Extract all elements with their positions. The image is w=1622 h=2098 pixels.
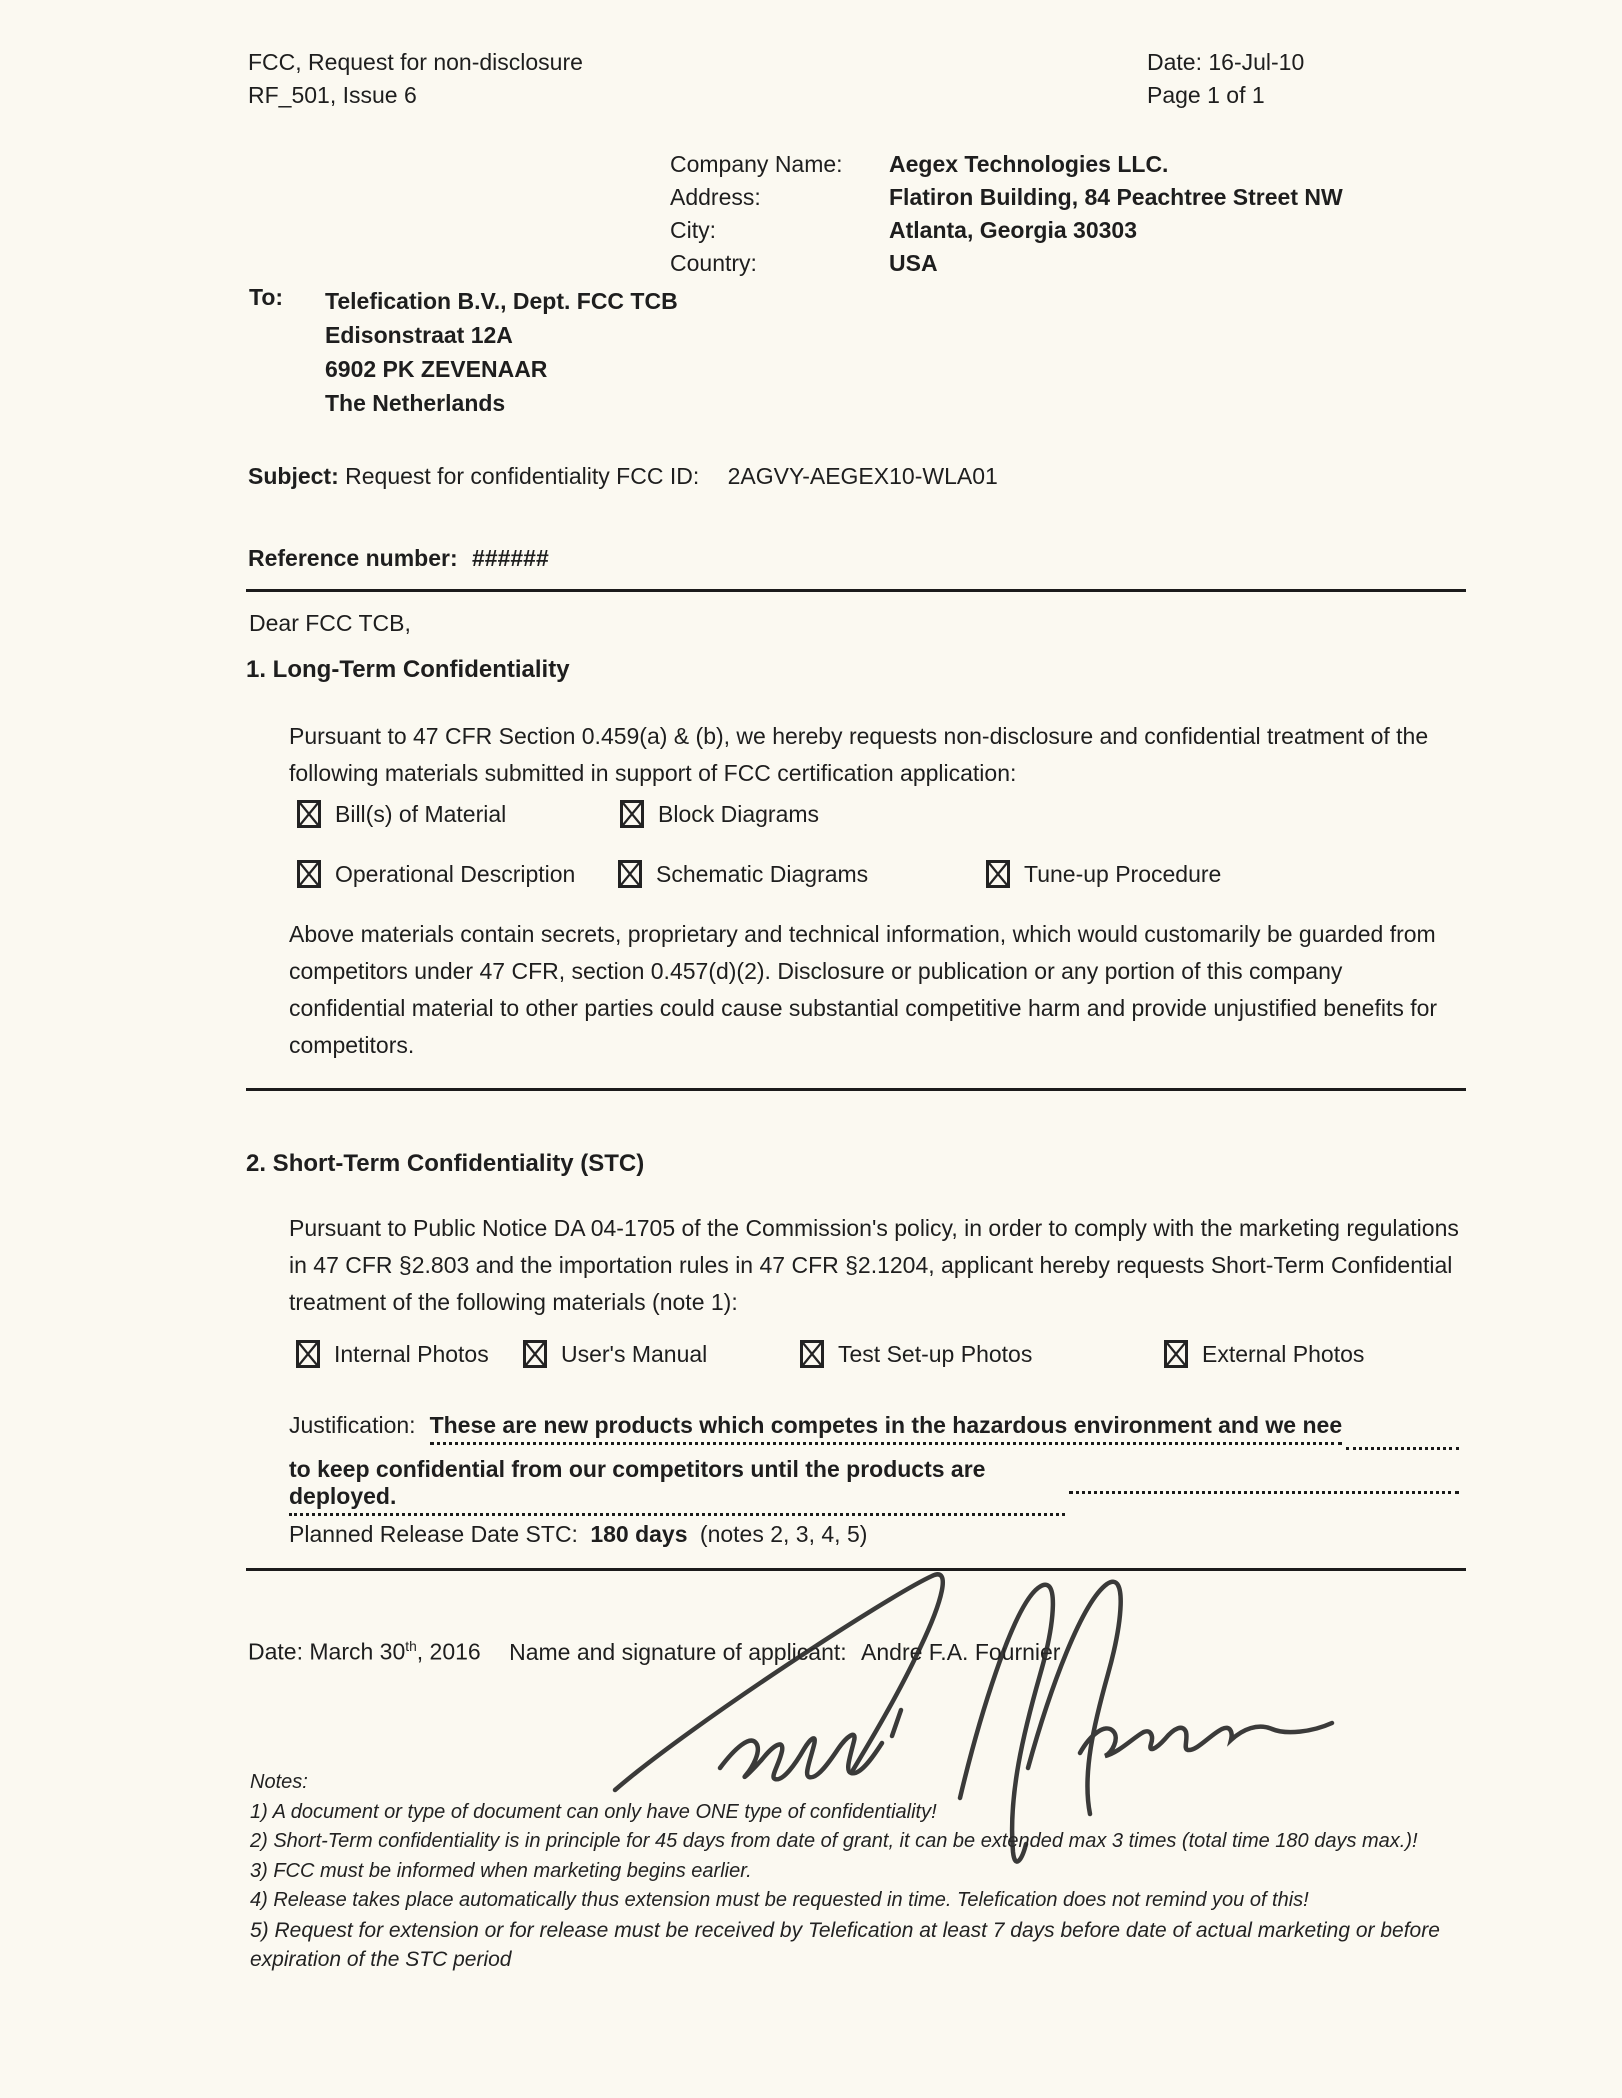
reference-value: ###### (472, 545, 549, 571)
checkbox-block-diagrams[interactable] (620, 800, 819, 828)
justification-label: Justification: (289, 1412, 416, 1438)
checked-checkbox-icon (296, 1340, 320, 1368)
company-info-block (670, 148, 1343, 280)
checkbox-label: Block Diagrams (658, 800, 820, 827)
justification-text-line2: to keep confidential from our competitors until the products are deployed. (289, 1456, 1065, 1516)
release-label: Planned Release Date STC: (289, 1521, 578, 1547)
form-title: FCC, Request for non-disclosure (248, 49, 583, 75)
address-value: Flatiron Building, 84 Peachtree Street NW (889, 184, 1343, 210)
applicant-name-value: Andre F.A. Fournier (861, 1638, 1061, 1665)
applicant-name-label: Name and signature of applicant: (509, 1638, 847, 1665)
divider-line (246, 1088, 1466, 1091)
checkbox-internal-photos[interactable] (296, 1340, 489, 1368)
justification-text-line1: These are new products which competes in the hazardous environment and we nee (430, 1412, 1343, 1445)
checked-checkbox-icon (618, 860, 642, 888)
date-ordinal-suffix: th (405, 1639, 417, 1654)
recipient-line: Edisonstraat 12A (325, 322, 513, 348)
checkbox-test-setup-photos[interactable] (800, 1340, 1032, 1368)
notes-section (250, 1768, 1460, 1975)
country-label: Country: (670, 250, 757, 276)
recipient-to-label: To: (249, 284, 284, 310)
note-item: 5) Request for extension or for release must be received by Telefication at least 7 days before date of actual marketing or before expiration of the STC period (250, 1918, 1440, 1971)
checkbox-external-photos[interactable] (1164, 1340, 1364, 1368)
checkbox-tuneup-procedure[interactable] (986, 860, 1221, 888)
release-value: 180 days (590, 1521, 688, 1547)
page-number: Page 1 of 1 (1147, 82, 1265, 108)
note-item: 1) A document or type of document can only have ONE type of confidentiality! (250, 1800, 937, 1823)
section1-intro: Pursuant to 47 CFR Section 0.459(a) & (b), we hereby requests non-disclosure and confidential treatment of the following materials submitted in support of FCC certification application: (289, 723, 1429, 786)
checked-checkbox-icon (986, 860, 1010, 888)
address-label: Address: (670, 184, 761, 210)
company-name-label: Company Name: (670, 151, 843, 177)
checkbox-label: Test Set-up Photos (838, 1340, 1033, 1367)
date-signature-line (248, 1628, 1060, 1671)
recipient-address (325, 284, 678, 420)
form-number: RF_501, Issue 6 (248, 82, 417, 108)
checkbox-label: Tune-up Procedure (1024, 860, 1222, 887)
checkbox-users-manual[interactable] (523, 1340, 707, 1368)
dotted-rule (1069, 1490, 1459, 1494)
section2-intro: Pursuant to Public Notice DA 04-1705 of the Commission's policy, in order to comply with the marketing regulations in 47 CFR §2.803 and the importation rules in 47 CFR §2.1204, applicant hereby requests Short-Term Confidential treatment of the following materials (note 1): (289, 1215, 1459, 1315)
recipient-line: 6902 PK ZEVENAAR (325, 356, 548, 382)
applicant-date-prefix: Date: March 30 (248, 1638, 406, 1665)
reference-line (248, 540, 549, 577)
checked-checkbox-icon (800, 1340, 824, 1368)
planned-release-line (289, 1516, 867, 1553)
checked-checkbox-icon (297, 860, 321, 888)
checkbox-operational-description[interactable] (297, 860, 575, 888)
salutation: Dear FCC TCB, (249, 610, 411, 636)
dotted-rule (1346, 1446, 1459, 1450)
company-name-value: Aegex Technologies LLC. (889, 151, 1169, 177)
checkbox-bill-of-material[interactable] (297, 800, 506, 828)
country-value: USA (889, 250, 938, 276)
city-value: Atlanta, Georgia 30303 (889, 217, 1137, 243)
checkbox-label: Bill(s) of Material (335, 800, 507, 827)
checkbox-schematic-diagrams[interactable] (618, 860, 868, 888)
section1-title: 1. Long-Term Confidentiality (246, 656, 570, 683)
checked-checkbox-icon (1164, 1340, 1188, 1368)
checkbox-label: Schematic Diagrams (656, 860, 869, 887)
subject-line (248, 458, 998, 495)
city-label: City: (670, 217, 716, 243)
note-item: 3) FCC must be informed when marketing begins earlier. (250, 1859, 752, 1882)
fcc-id-value: 2AGVY-AEGEX10-WLA01 (727, 463, 998, 489)
divider-line (246, 1568, 1466, 1571)
checkbox-label: Internal Photos (334, 1340, 489, 1367)
checked-checkbox-icon (620, 800, 644, 828)
note-item: 4) Release takes place automatically thus extension must be requested in time. Telefication does not remind you of this! (250, 1889, 1309, 1911)
document-header (248, 46, 583, 112)
document-date: Date: 16-Jul-10 (1147, 49, 1305, 75)
subject-text: Request for confidentiality FCC ID: (345, 463, 700, 489)
release-notes-ref: (notes 2, 3, 4, 5) (699, 1521, 868, 1547)
section1-body: Above materials contain secrets, proprietary and technical information, which would customarily be guarded from competitors under 47 CFR, section 0.457(d)(2). Disclosure or publication or any portion of this company confidential material to other parties could cause substantial competitive harm and provide unjustified benefits for competitors. (289, 921, 1438, 1058)
justification-block (289, 1412, 1459, 1509)
checkbox-label: Operational Description (335, 860, 576, 887)
recipient-line: Telefication B.V., Dept. FCC TCB (325, 288, 678, 314)
recipient-line: The Netherlands (325, 390, 506, 416)
section2-title: 2. Short-Term Confidentiality (STC) (246, 1150, 645, 1177)
checkbox-label: External Photos (1202, 1340, 1365, 1367)
checked-checkbox-icon (297, 800, 321, 828)
header-meta (1147, 46, 1304, 112)
divider-line (246, 589, 1466, 592)
reference-label: Reference number: (248, 545, 458, 571)
notes-title: Notes: (250, 1771, 308, 1793)
subject-label: Subject: (248, 463, 339, 489)
checkbox-label: User's Manual (561, 1340, 708, 1367)
note-item: 2) Short-Term confidentiality is in principle for 45 days from date of grant, it can be extended max 3 times (total time 180 days max.)! (250, 1830, 1418, 1852)
applicant-date-suffix: , 2016 (416, 1638, 481, 1665)
checked-checkbox-icon (523, 1340, 547, 1368)
